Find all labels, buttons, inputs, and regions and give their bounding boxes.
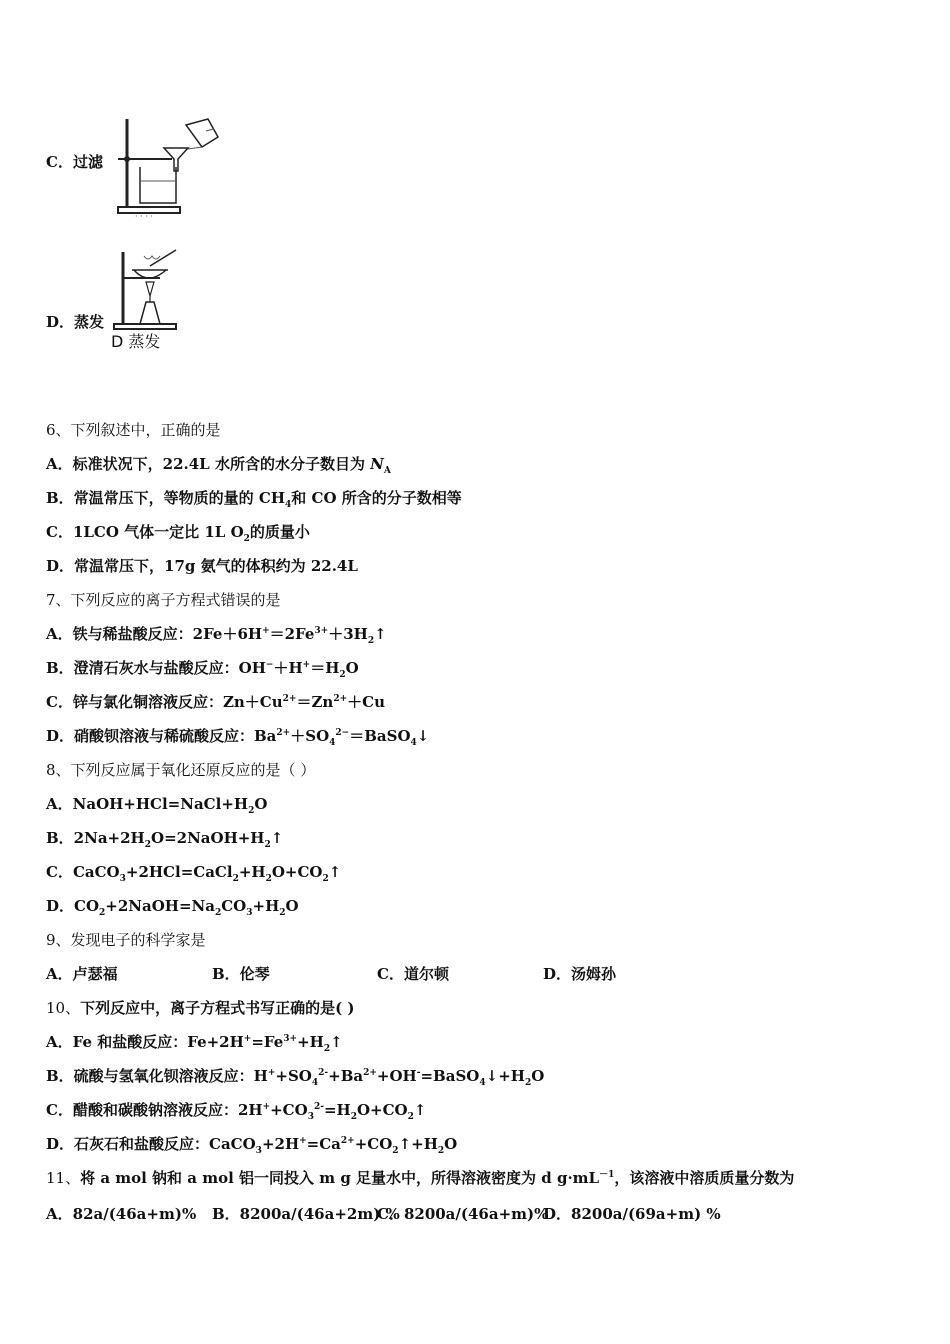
part: =H [323, 1101, 351, 1119]
subscript: 3 [119, 874, 126, 884]
q5-option-c-text: 过滤 [72, 153, 103, 171]
q5-option-d-letter: D． [46, 313, 75, 331]
part: +SO [275, 1067, 312, 1085]
superscript: + [262, 626, 270, 636]
subscript: 2 [248, 806, 255, 816]
q9-number: 9、 [46, 931, 71, 949]
svg-text:· · · ·: · · · · [135, 212, 153, 220]
subscript: 2 [99, 908, 106, 918]
q6-stem [46, 420, 221, 440]
part: B．2Na+2H [46, 829, 145, 847]
q9-option-d: D．汤姆孙 [543, 965, 617, 983]
q6-option-d [46, 556, 358, 576]
superscript: 2- [313, 1102, 324, 1112]
q7-option-c [46, 692, 385, 712]
part: CO [221, 897, 247, 915]
part: ↑+H [398, 1135, 438, 1153]
part: +H [238, 863, 266, 881]
superscript: 3+ [314, 626, 329, 636]
superscript: + [262, 1102, 271, 1112]
subscript: 4 [410, 738, 417, 748]
q8-stem-text: 下列反应属于氧化还原反应的是（ ） [70, 761, 316, 779]
part: B．硫酸与氢氧化钡溶液反应：H [46, 1067, 268, 1085]
q7-option-a [46, 624, 387, 644]
part: +CO [354, 1135, 393, 1153]
part: =BaSO [420, 1067, 480, 1085]
part: ＝BaSO [349, 727, 411, 745]
part: +Ba [328, 1067, 364, 1085]
q6-option-a [46, 454, 391, 474]
subscript: 3 [255, 1146, 262, 1156]
superscript: 2- [318, 1068, 329, 1078]
subscript: 2 [392, 1146, 399, 1156]
superscript: 2+ [333, 694, 348, 704]
subscript: 4 [311, 1078, 319, 1088]
superscript: - [416, 1068, 421, 1078]
q8-option-b [46, 828, 283, 848]
q6-number: 6、 [46, 421, 71, 439]
part: ＋Cu [347, 693, 385, 711]
q11-stem [46, 1168, 794, 1188]
part: ↑ [374, 625, 387, 643]
part: ＋3H [328, 625, 368, 643]
superscript: − [265, 660, 274, 670]
q6-option-b-part: 和 CO 所含的分子数相等 [291, 489, 462, 507]
part: +2HCl=CaCl [125, 863, 233, 881]
q10-option-a [46, 1032, 343, 1052]
q11-option-a: A．82a/(46a+m)% [46, 1205, 197, 1223]
q6-option-d-text: D．常温常压下，17g 氨气的体积约为 22.4L [46, 557, 358, 575]
q11-option-c: C．8200a/(46a+m)% [377, 1205, 549, 1223]
part: +OH [376, 1067, 417, 1085]
part: ↑ [270, 829, 284, 847]
q8-option-d [46, 896, 299, 916]
subscript: 2 [350, 1112, 357, 1122]
subscript: 4 [479, 1078, 486, 1088]
q10-option-b [46, 1066, 544, 1086]
q11-stem-text-end: ，该溶液中溶质质量分数为 [614, 1169, 795, 1187]
q6-option-c-part: C．1LCO 气体一定比 1L O [46, 523, 244, 541]
subscript: 2 [367, 636, 375, 646]
part: ↑ [330, 1033, 343, 1051]
part: +CO [270, 1101, 308, 1119]
part: D．CO [46, 897, 100, 915]
subscript: 2 [232, 874, 239, 884]
part: B．澄清石灰水与盐酸反应：OH [46, 659, 266, 677]
q6-option-c [46, 522, 310, 542]
part: ↓+H [485, 1067, 525, 1085]
q9-option-b: B．伦琴 [212, 965, 270, 983]
q8-number: 8、 [46, 761, 71, 779]
subscript: 2 [524, 1078, 532, 1088]
part: +2H [261, 1135, 300, 1153]
part: O [345, 659, 359, 677]
subscript: 3 [246, 908, 253, 918]
superscript: 3+ [283, 1034, 298, 1044]
part: D．石灰石和盐酸反应：CaCO [46, 1135, 256, 1153]
q10-stem-text: 下列反应中，离子方程式书写正确的是( ) [80, 999, 355, 1017]
subscript: 2 [243, 534, 250, 544]
q5-option-c-letter: C． [46, 153, 73, 171]
q9-option-c: C．道尔顿 [377, 965, 449, 983]
subscript: 2 [144, 840, 151, 850]
part: =Ca [306, 1135, 341, 1153]
superscript: 2− [335, 728, 350, 738]
q9-stem-text: 发现电子的科学家是 [70, 931, 206, 949]
superscript: + [243, 1034, 252, 1044]
part: O [285, 897, 299, 915]
q10-number: 10、 [46, 999, 81, 1017]
q5-option-d-text: 蒸发 [74, 313, 105, 331]
q5-option-c [46, 151, 103, 172]
part: O+CO [356, 1101, 408, 1119]
q11-option-b: B．8200a/(46a+2m) % [212, 1205, 400, 1223]
part: ↑ [413, 1101, 427, 1119]
part: ＝2Fe [269, 625, 315, 643]
subscript: 3 [307, 1112, 314, 1122]
part: O [444, 1135, 458, 1153]
part: O=2NaOH+H [151, 829, 265, 847]
part: O [531, 1067, 545, 1085]
superscript: －1 [599, 1170, 615, 1180]
subscript: 2 [214, 908, 222, 918]
q6-stem-text: 下列叙述中，正确的是 [70, 421, 221, 439]
q6-option-b-part: B．常温常压下，等物质的量的 CH [46, 489, 286, 507]
q6-option-b [46, 488, 462, 508]
part: C．锌与氯化铜溶液反应：Zn＋Cu [46, 693, 283, 711]
subscript: 4 [329, 738, 336, 748]
part: A．铁与稀盐酸反应：2Fe＋6H [46, 625, 263, 643]
q10-stem [46, 998, 355, 1018]
subscript: 4 [285, 500, 292, 510]
subscript: 2 [339, 670, 346, 680]
evaporation-apparatus-figure [110, 248, 190, 330]
q10-option-d [46, 1134, 457, 1154]
q8-option-a [46, 794, 267, 814]
q6-option-a-text: A．标准状况下，22.4L 水所含的水分子数目为 [46, 455, 371, 473]
evaporation-figure-caption: D 蒸发 [111, 332, 161, 351]
part: A．NaOH+HCl=NaCl+H [46, 795, 249, 813]
subscript: 2 [322, 874, 329, 884]
part: A．Fe 和盐酸反应：Fe+2H [46, 1033, 244, 1051]
q7-option-b [46, 658, 359, 678]
part: =Fe [251, 1033, 284, 1051]
q11-stem-text: 将 a mol 钠和 a mol 铝一同投入 m g 足量水中，所得溶液密度为 d g·mL [80, 1169, 600, 1187]
superscript: 2+ [363, 1068, 377, 1078]
q8-option-c [46, 862, 341, 882]
part: ↑ [328, 863, 342, 881]
part: ＋H [273, 659, 303, 677]
q11-number: 11、 [46, 1169, 81, 1187]
q7-option-d [46, 726, 429, 746]
q9-stem [46, 930, 206, 950]
superscript: + [302, 660, 311, 670]
avogadro-symbol: N [370, 455, 384, 473]
superscript: 2+ [282, 694, 297, 704]
part: ＋SO [290, 727, 330, 745]
q5-option-d [46, 311, 104, 332]
subscript: 2 [407, 1112, 414, 1122]
avogadro-subscript: A [383, 466, 391, 476]
part: ＝H [310, 659, 340, 677]
part: C．CaCO [46, 863, 120, 881]
subscript: 2 [279, 908, 286, 918]
part: O [254, 795, 268, 813]
q8-stem [46, 760, 315, 780]
part: +H [252, 897, 280, 915]
filtration-apparatus-figure [110, 115, 225, 220]
superscript: + [267, 1068, 276, 1078]
part: +H [297, 1033, 324, 1051]
part: C．醋酸和碳酸钠溶液反应：2H [46, 1101, 263, 1119]
q7-stem [46, 590, 281, 610]
q11-option-d: D．8200a/(69a+m) % [543, 1205, 721, 1223]
part: ↓ [416, 727, 430, 745]
part: D．硝酸钡溶液与稀硫酸反应：Ba [46, 727, 277, 745]
superscript: 2+ [276, 728, 291, 738]
q7-stem-text: 下列反应的离子方程式错误的是 [70, 591, 281, 609]
q6-option-c-part: 的质量小 [249, 523, 310, 541]
part: O+CO [271, 863, 323, 881]
q10-option-c [46, 1100, 426, 1120]
superscript: 2+ [340, 1136, 355, 1146]
part: +2NaOH=Na [105, 897, 215, 915]
q7-number: 7、 [46, 591, 71, 609]
subscript: 2 [437, 1146, 445, 1156]
superscript: + [299, 1136, 307, 1146]
part: ＝Zn [296, 693, 334, 711]
q9-option-a: A．卢瑟福 [46, 965, 118, 983]
subscript: 2 [265, 874, 272, 884]
subscript: 2 [264, 840, 271, 850]
subscript: 2 [323, 1044, 331, 1054]
